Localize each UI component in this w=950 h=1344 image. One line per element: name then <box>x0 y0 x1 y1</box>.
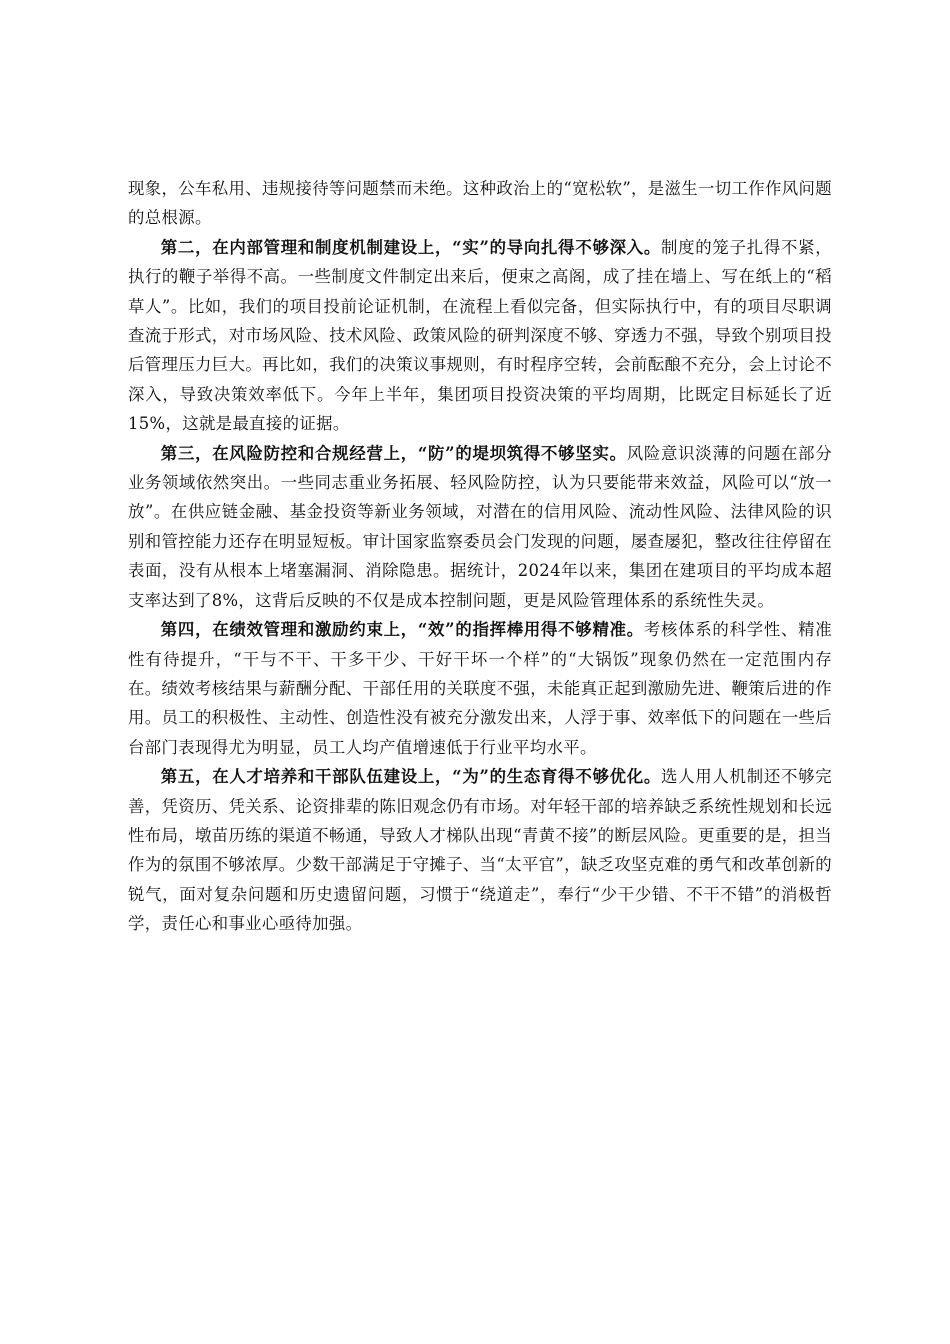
paragraph-fifth <box>128 762 832 938</box>
paragraph-text: 现象，公车私用、违规接待等问题禁而未绝。这种政治上的“宽松软”，是滋生一切工作作风问题的总根源。 <box>128 179 832 228</box>
paragraph-continued <box>128 174 832 233</box>
paragraph-third <box>128 439 832 615</box>
paragraph-text: 制度的笼子扎得不紧，执行的鞭子举得不高。一些制度文件制定出来后，便束之高阁，成了挂在墙上、写在纸上的“稻草人”。比如，我们的项目投前论证机制，在流程上看似完备，但实际执行中，有的项目尽职调查流于形式，对市场风险、技术风险、政策风险的研判深度不够、穿透力不强，导致个别项目投后管理压力巨大。再比如，我们的决策议事规则，有时程序空转，会前酝酿不充分，会上讨论不深入，导致决策效率低下。今年上半年，集团项目投资决策的平均周期，比既定目标延长了近15%，这就是最直接的证据。 <box>128 237 832 434</box>
paragraph-text: 考核体系的科学性、精准性有待提升，“干与不干、干多干少、干好干坏一个样”的“大锅饭”现象仍然在一定范围内存在。绩效考核结果与薪酬分配、干部任用的关联度不强，未能真正起到激励先进、鞭策后进的作用。员工的积极性、主动性、创造性没有被充分激发出来，人浮于事、效率低下的问题在一些后台部门表现得尤为明显，员工人均产值增速低于行业平均水平。 <box>128 620 832 757</box>
paragraph-fourth <box>128 615 832 762</box>
paragraph-lead: 第二，在内部管理和制度机制建设上，“实”的导向扎得不够深入。 <box>160 237 662 257</box>
paragraph-text: 风险意识淡薄的问题在部分业务领域依然突出。一些同志重业务拓展、轻风险防控，认为只要能带来效益，风险可以“放一放”。在供应链金融、基金投资等新业务领域，对潜在的信用风险、流动性风险、法律风险的识别和管控能力还存在明显短板。审计国家监察委员会门发现的问题，屡查屡犯，整改往往停留在表面，没有从根本上堵塞漏洞、消除隐患。据统计，2024年以来，集团在建项目的平均成本超支率达到了8%，这背后反映的不仅是成本控制问题，更是风险管理体系的系统性失灵。 <box>128 443 833 610</box>
paragraph-text: 选人用人机制还不够完善，凭资历、凭关系、论资排辈的陈旧观念仍有市场。对年轻干部的培养缺乏系统性规划和长远性布局，墩苗历练的渠道不畅通，导致人才梯队出现“青黄不接”的断层风险。更重要的是，担当作为的氛围不够浓厚。少数干部满足于守摊子、当“太平官”，缺乏攻坚克难的勇气和改革创新的锐气，面对复杂问题和历史遗留问题，习惯于“绕道走”，奉行“少干少错、不干不错”的消极哲学，责任心和事业心亟待加强。 <box>128 767 832 934</box>
paragraph-lead: 第三，在风险防控和合规经营上，“防”的堤坝筑得不够坚实。 <box>160 443 627 463</box>
paragraph-second <box>128 233 832 439</box>
paragraph-lead: 第四，在绩效管理和激励约束上，“效”的指挥棒用得不够精准。 <box>160 620 644 640</box>
paragraph-lead: 第五，在人才培养和干部队伍建设上，“为”的生态育得不够优化。 <box>160 767 662 787</box>
document-body <box>128 174 832 939</box>
